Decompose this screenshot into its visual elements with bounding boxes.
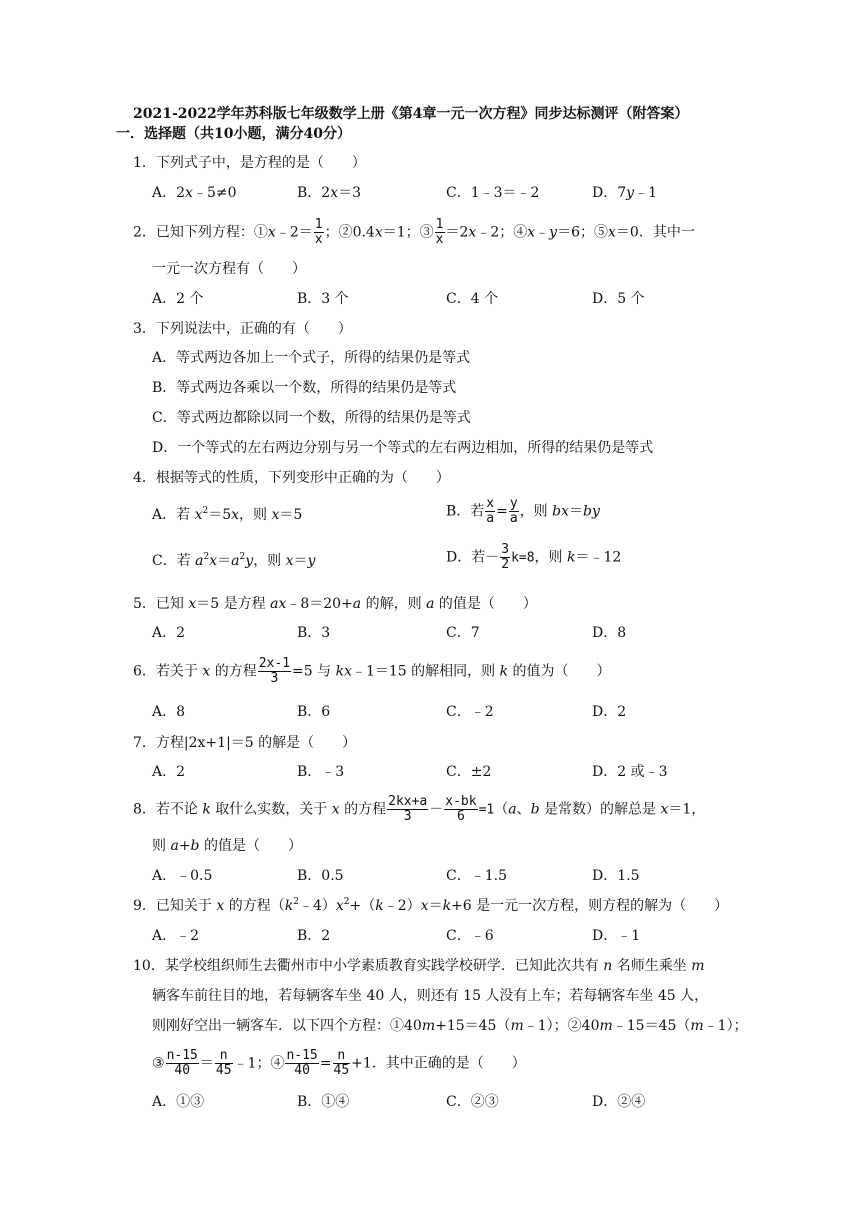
question-7-option-c: C．±2 — [446, 764, 492, 780]
question-7-option-a: A．2 — [152, 764, 186, 780]
question-4-option-b: B．若 $\frac{x}{a}$ = $\frac{y}{a}$ ，则 bx＝by — [446, 496, 600, 526]
question-10-option-b: B．①④ — [297, 1094, 350, 1110]
question-9-option-a: A．﹣2 — [152, 928, 200, 944]
question-2-option-a: A．2 个 — [152, 291, 204, 307]
question-10-stem-line-4: ③ $\frac{n-15}{40}$ ＝ $\frac{n}{45}$ ﹣1；④ $\frac{n-15}{40}$ = $\frac{n}{45}$ +1．其中正确的是（ ） — [152, 1048, 526, 1078]
question-6-option-c: C．﹣2 — [446, 704, 494, 720]
question-8-option-c: C．﹣1.5 — [446, 868, 507, 884]
question-2-stem: 2．已知下列方程：①x﹣2＝ $\frac{1}{x}$ ；②0.4x＝1；③ $\frac{1}{x}$ ＝2x﹣2；④x﹣y＝6；⑤x＝0．其中一 — [133, 217, 695, 247]
question-1-option-d: D．7y﹣1 — [592, 185, 657, 201]
question-3-stem: 3．下列说法中，正确的有（ ） — [133, 321, 352, 337]
question-6-option-b: B．6 — [297, 704, 331, 720]
question-10-option-d: D．②④ — [592, 1094, 646, 1110]
question-8-option-d: D．1.5 — [592, 868, 640, 884]
question-2-option-c: C．4 个 — [446, 291, 499, 307]
question-6-option-d: D．2 — [592, 704, 627, 720]
question-3-option-d: D．一个等式的左右两边分别与另一个等式的左右两边相加，所得的结果仍是等式 — [152, 440, 654, 456]
question-6-option-a: A．8 — [152, 704, 186, 720]
question-2-option-d: D．5 个 — [592, 291, 645, 307]
question-2-option-b: B．3 个 — [297, 291, 349, 307]
question-5-option-a: A．2 — [152, 625, 186, 641]
question-5-option-c: C．7 — [446, 625, 480, 641]
question-4-option-a: A．若 $x^2=5x$，则 x＝5 — [152, 506, 303, 523]
question-10-stem-line-1: 10．某学校组织师生去衢州市中小学素质教育实践学校研学．已知此次共有 n 名师生乘坐 m — [133, 958, 705, 974]
question-9-stem: 9．已知关于 x 的方程$(k^2﹣4)x^2+(k﹣2)x=k+6$ 是一元一次方程，则方程的解为（ ） — [133, 897, 729, 914]
question-7-option-d: D．2 或﹣3 — [592, 764, 668, 780]
question-10-stem-line-2: 辆客车前往目的地，若每辆客车坐 40 人，则还有 15 人没有上车；若每辆客车坐 45 人， — [152, 988, 709, 1004]
question-1-stem: 1．下列式子中，是方程的是（ ） — [133, 155, 366, 171]
question-8-stem-continued: 则 a+b 的值是（ ） — [152, 838, 302, 854]
question-3-option-a: A．等式两边各加上一个式子，所得的结果仍是等式 — [152, 350, 471, 366]
question-5-stem: 5．已知 x＝5 是方程 ax﹣8＝20+a 的解，则 a 的值是（ ） — [133, 596, 537, 612]
question-4-option-c: C．若 $a^2x=a^2y$，则 x＝y — [152, 552, 316, 569]
question-9-option-b: B．2 — [297, 928, 331, 944]
question-4-option-d: D．若－ $\frac{3}{2}$ k=8，则 k＝﹣12 — [446, 542, 622, 572]
question-6-stem: 6．若关于 x 的方程 $\frac{2x-1}{3}$ =5 与 kx﹣1＝15 的解相同，则 k 的值为（ ） — [133, 656, 611, 686]
question-10-option-a: A．①③ — [152, 1094, 205, 1110]
question-1-option-a: A．2x﹣5≠0 — [152, 185, 237, 201]
question-7-option-b: B．﹣3 — [297, 764, 345, 780]
question-8-option-b: B．0.5 — [297, 868, 344, 884]
question-1-option-c: C．1﹣3＝﹣2 — [446, 185, 540, 201]
section-heading: 一．选择题（共10小题，满分40分） — [116, 126, 351, 142]
question-8-stem: 8．若不论 k 取什么实数，关于 x 的方程 $\frac{2kx+a}{3}$ － $\frac{x-bk}{6}$ =1（a、b 是常数）的解总是 x＝1， — [133, 794, 706, 824]
question-3-option-b: B．等式两边各乘以一个数，所得的结果仍是等式 — [152, 380, 457, 396]
question-10-option-c: C．②③ — [446, 1094, 499, 1110]
question-1-option-b: B．2x＝3 — [297, 185, 362, 201]
question-4-stem: 4．根据等式的性质，下列变形中正确的为（ ） — [133, 470, 450, 486]
question-2-stem-continued: 一元一次方程有（ ） — [152, 261, 306, 277]
question-9-option-c: C．﹣6 — [446, 928, 494, 944]
question-5-option-b: B．3 — [297, 625, 331, 641]
question-3-option-c: C．等式两边都除以同一个数，所得的结果仍是等式 — [152, 410, 471, 426]
page-title: 2021-2022学年苏科版七年级数学上册《第4章一元一次方程》同步达标测评（附答案） — [133, 106, 689, 122]
question-5-option-d: D．8 — [592, 625, 627, 641]
question-7-stem: 7．方程|2x+1|＝5 的解是（ ） — [133, 735, 357, 751]
question-9-option-d: D．﹣1 — [592, 928, 641, 944]
question-8-option-a: A．﹣0.5 — [152, 868, 213, 884]
question-10-stem-line-3: 则刚好空出一辆客车．以下四个方程：①40m+15＝45（m﹣1）；②40m﹣15＝45（m﹣1）； — [152, 1018, 748, 1034]
